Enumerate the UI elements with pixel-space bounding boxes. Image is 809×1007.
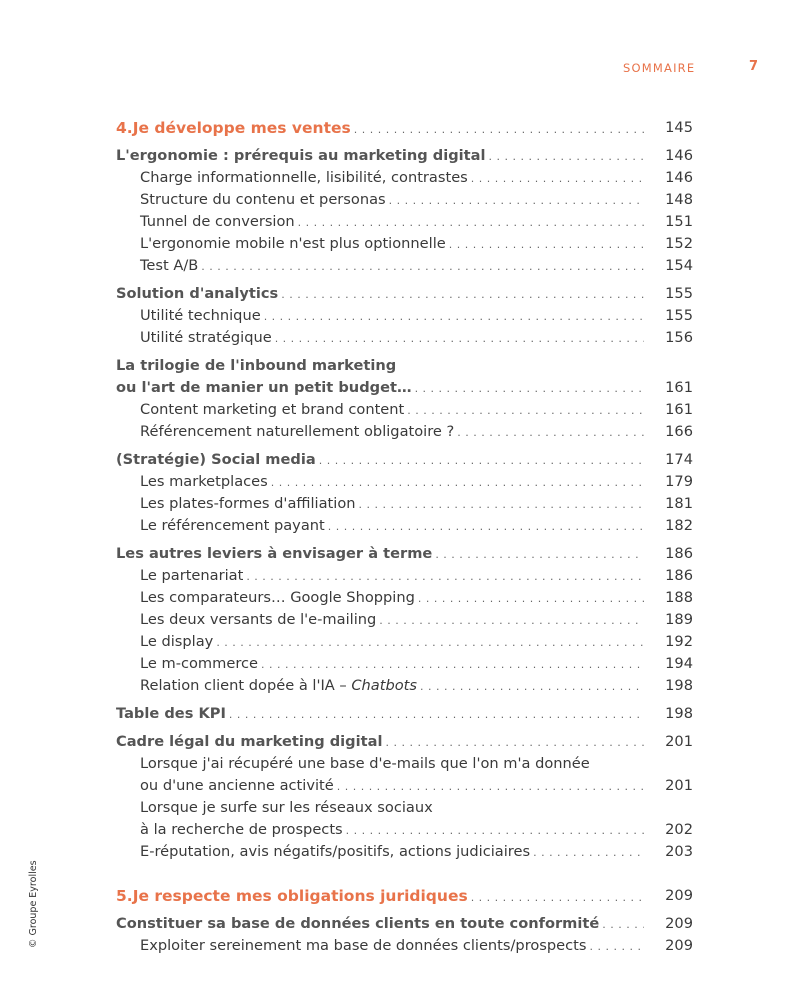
dot-leader <box>264 306 644 328</box>
toc-entry-label: Lorsque je surfe sur les réseaux sociaux <box>140 799 433 816</box>
toc-page-number: 155 <box>665 285 693 302</box>
table-of-contents <box>116 117 693 957</box>
toc-entry-label: Relation client dopée à l'IA – Chatbots <box>140 677 417 694</box>
toc-subsection <box>116 653 693 675</box>
toc-subsection <box>116 841 693 863</box>
toc-entry-label: L'ergonomie : prérequis au marketing digital <box>116 147 486 164</box>
toc-chapter <box>116 885 693 907</box>
toc-subsection <box>116 399 693 421</box>
toc-subsection <box>116 819 693 841</box>
toc-subsection <box>116 565 693 587</box>
dot-leader <box>418 588 644 610</box>
dot-leader <box>246 566 644 588</box>
dot-leader <box>261 654 644 676</box>
toc-page-number: 209 <box>665 937 693 954</box>
toc-page-number: 155 <box>665 307 693 324</box>
toc-entry-label: Utilité stratégique <box>140 329 272 346</box>
toc-section <box>116 703 693 725</box>
toc-subsection <box>116 775 693 797</box>
toc-section <box>116 543 693 565</box>
toc-page-number: 152 <box>665 235 693 252</box>
toc-page-number: 188 <box>665 589 693 606</box>
toc-entry-label: Exploiter sereinement ma base de données clients/prospects <box>140 937 587 954</box>
toc-page-number: 182 <box>665 517 693 534</box>
dot-leader <box>457 422 644 444</box>
toc-entry-label: ou l'art de manier un petit budget… <box>116 379 412 396</box>
dot-leader <box>319 450 644 472</box>
toc-entry-label: Cadre légal du marketing digital <box>116 733 383 750</box>
running-head <box>0 59 809 79</box>
toc-page-number: 201 <box>665 777 693 794</box>
dot-leader <box>385 732 644 754</box>
toc-entry-label: Le partenariat <box>140 567 244 584</box>
toc-page-number: 201 <box>665 733 693 750</box>
toc-entry-label: à la recherche de prospects <box>140 821 343 838</box>
toc-page-number: 192 <box>665 633 693 650</box>
dot-leader <box>337 776 644 798</box>
toc-subsection <box>116 255 693 277</box>
toc-subsection <box>116 675 693 697</box>
toc-page-number: 186 <box>665 545 693 562</box>
toc-entry-label: (Stratégie) Social media <box>116 451 316 468</box>
toc-page-number: 198 <box>665 677 693 694</box>
dot-leader <box>346 820 644 842</box>
dot-leader <box>420 676 644 698</box>
dot-leader <box>449 234 644 256</box>
toc-subsection <box>116 167 693 189</box>
toc-page-number: 146 <box>665 169 693 186</box>
toc-subsection <box>116 631 693 653</box>
toc-page-number: 186 <box>665 567 693 584</box>
toc-chapter-number: 5. <box>116 887 133 905</box>
toc-page-number: 151 <box>665 213 693 230</box>
toc-chapter-number: 4. <box>116 119 133 137</box>
toc-entry-label: La trilogie de l'inbound marketing <box>116 357 397 374</box>
dot-leader <box>407 400 644 422</box>
dot-leader <box>379 610 644 632</box>
dot-leader <box>216 632 644 654</box>
toc-entry-label: L'ergonomie mobile n'est plus optionnelle <box>140 235 446 252</box>
toc-entry-label: Lorsque j'ai récupéré une base d'e-mails que l'on m'a donnée <box>140 755 590 772</box>
toc-entry-label: Charge informationnelle, lisibilité, contrastes <box>140 169 468 186</box>
toc-page-number: 198 <box>665 705 693 722</box>
toc-page-number: 146 <box>665 147 693 164</box>
toc-page-number: 189 <box>665 611 693 628</box>
toc-subsection <box>116 305 693 327</box>
toc-entry-label: E-réputation, avis négatifs/positifs, actions judiciaires <box>140 843 531 860</box>
toc-entry-label: Le référencement payant <box>140 517 325 534</box>
toc-page-number: 194 <box>665 655 693 672</box>
toc-section <box>116 731 693 753</box>
dot-leader <box>354 119 644 141</box>
toc-page-number: 148 <box>665 191 693 208</box>
toc-page-number: 154 <box>665 257 693 274</box>
toc-entry-label: Content marketing et brand content <box>140 401 405 418</box>
toc-page-number: 209 <box>665 915 693 932</box>
toc-entry-label: Les comparateurs… Google Shopping <box>140 589 415 606</box>
toc-entry-label: Les deux versants de l'e-mailing <box>140 611 377 628</box>
dot-leader <box>328 516 644 538</box>
toc-subsection <box>116 515 693 537</box>
dot-leader <box>602 914 644 936</box>
toc-entry-label: Table des KPI <box>116 705 226 722</box>
toc-entry-label: Tunnel de conversion <box>140 213 295 230</box>
copyright-note: © Groupe Eyrolles <box>28 860 39 948</box>
toc-entry-label: ou d'une ancienne activité <box>140 777 334 794</box>
toc-page-number: 166 <box>665 423 693 440</box>
toc-subsection <box>116 421 693 443</box>
toc-entry-label: Solution d'analytics <box>116 285 279 302</box>
toc-page-number: 156 <box>665 329 693 346</box>
dot-leader <box>275 328 644 350</box>
running-head-page-number: 7 <box>749 59 759 74</box>
toc-entry-label: Le m-commerce <box>140 655 259 672</box>
toc-entry-label: Constituer sa base de données clients en toute conformité <box>116 915 600 932</box>
toc-section <box>116 355 693 377</box>
toc-subsection <box>116 493 693 515</box>
toc-entry-label: Je développe mes ventes <box>132 119 351 137</box>
toc-section <box>116 283 693 305</box>
toc-entry-label: Les plates-formes d'affiliation <box>140 495 356 512</box>
dot-leader <box>359 494 644 516</box>
toc-entry-label: Je respecte mes obligations juridiques <box>132 887 468 905</box>
dot-leader <box>590 936 645 958</box>
dot-leader <box>471 887 644 909</box>
dot-leader <box>271 472 644 494</box>
toc-subsection <box>116 233 693 255</box>
toc-page-number: 179 <box>665 473 693 490</box>
toc-entry-label: Les autres leviers à envisager à terme <box>116 545 433 562</box>
toc-entry-label: Utilité technique <box>140 307 261 324</box>
dot-leader <box>435 544 644 566</box>
toc-entry-label: Référencement naturellement obligatoire ? <box>140 423 455 440</box>
toc-section <box>116 913 693 935</box>
toc-page-number: 145 <box>665 119 693 136</box>
toc-subsection <box>116 189 693 211</box>
toc-subsection <box>116 327 693 349</box>
toc-subsection <box>116 609 693 631</box>
dot-leader <box>471 168 644 190</box>
toc-entry-label: Le display <box>140 633 214 650</box>
dot-leader <box>389 190 644 212</box>
toc-subsection <box>116 211 693 233</box>
toc-entry-label: Structure du contenu et personas <box>140 191 386 208</box>
toc-subsection <box>116 797 693 819</box>
dot-leader <box>298 212 644 234</box>
dot-leader <box>489 146 645 168</box>
toc-subsection <box>116 587 693 609</box>
toc-page-number: 181 <box>665 495 693 512</box>
toc-subsection <box>116 471 693 493</box>
toc-section <box>116 377 693 399</box>
toc-page-number: 203 <box>665 843 693 860</box>
toc-entry-label: Les marketplaces <box>140 473 268 490</box>
dot-leader <box>201 256 644 278</box>
toc-subsection <box>116 753 693 775</box>
dot-leader <box>281 284 644 306</box>
dot-leader <box>229 704 644 726</box>
toc-page-number: 161 <box>665 401 693 418</box>
toc-subsection <box>116 935 693 957</box>
running-head-title: SOMMAIRE <box>623 61 696 75</box>
dot-leader <box>415 378 644 400</box>
toc-entry-label: Test A/B <box>140 257 199 274</box>
toc-section <box>116 449 693 471</box>
toc-page-number: 161 <box>665 379 693 396</box>
toc-page-number: 202 <box>665 821 693 838</box>
toc-page-number: 174 <box>665 451 693 468</box>
toc-section <box>116 145 693 167</box>
dot-leader <box>533 842 644 864</box>
toc-page-number: 209 <box>665 887 693 904</box>
toc-chapter <box>116 117 693 139</box>
